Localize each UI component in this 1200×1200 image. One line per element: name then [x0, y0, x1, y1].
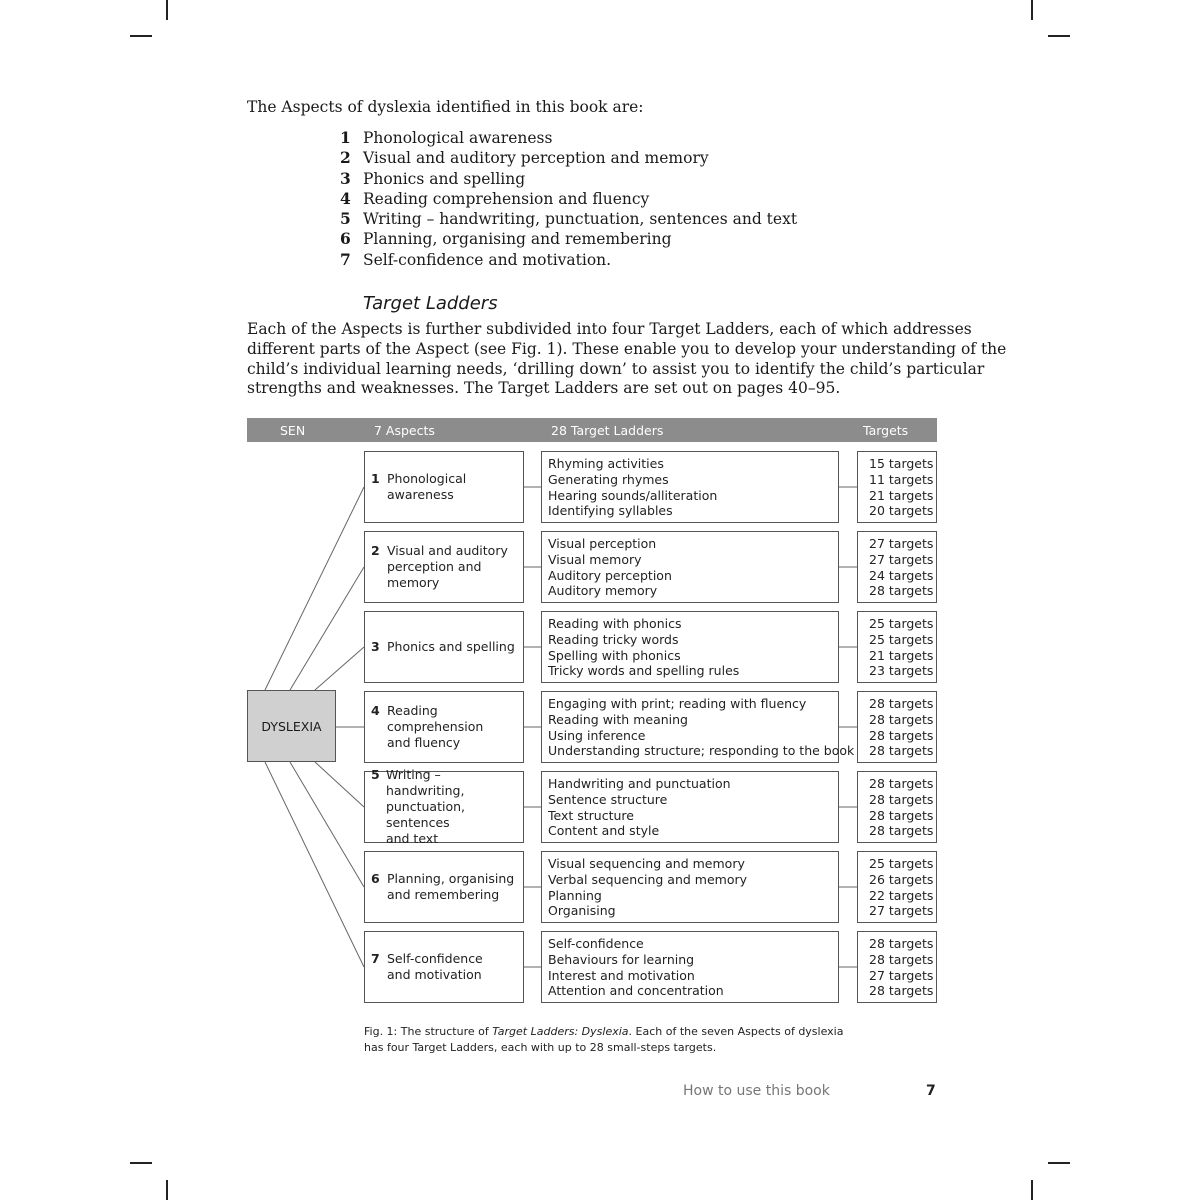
aspect-box	[364, 531, 524, 603]
aspect-number: 7	[340, 249, 351, 269]
target-ladder: Attention and concentration	[548, 983, 724, 999]
aspect-box-text	[387, 543, 508, 591]
caption-suffix: . Each of the seven Aspects of dyslexia	[628, 1025, 844, 1038]
aspect-box	[364, 611, 524, 683]
target-count: 27 targets	[869, 536, 934, 551]
target-count: 28 targets	[869, 807, 934, 823]
target-count: 25 targets	[869, 616, 934, 631]
aspect-box-text	[387, 951, 483, 983]
target-count: 27 targets	[869, 967, 934, 983]
aspect-box-line: Phonological	[387, 471, 467, 486]
aspect-text: Visual and auditory perception and memory	[363, 149, 709, 168]
target-count: 28 targets	[869, 727, 934, 743]
target-ladder: Self-confidence	[548, 936, 644, 951]
targets-box	[857, 691, 937, 763]
header-sen: SEN	[280, 423, 306, 438]
target-ladder: Text structure	[548, 807, 634, 823]
target-ladders-box	[541, 531, 839, 603]
target-ladder: Verbal sequencing and memory	[548, 871, 748, 887]
target-ladder: Reading with meaning	[548, 711, 688, 727]
header-targets: Targets	[863, 423, 909, 438]
figure-caption	[364, 1024, 843, 1056]
aspect-text: Phonological awareness	[363, 129, 553, 147]
target-ladder: Reading with phonics	[548, 616, 682, 631]
aspect-number: 6	[340, 229, 351, 249]
target-ladder: Auditory memory	[548, 583, 658, 599]
aspect-box-text	[387, 471, 466, 503]
target-ladder: Content and style	[548, 823, 660, 839]
aspect-box-line: Phonics and spelling	[387, 639, 515, 654]
aspect-box	[364, 691, 524, 763]
target-ladders-box	[541, 771, 839, 843]
targets-box	[857, 771, 937, 843]
target-ladder: Auditory perception	[548, 567, 672, 583]
aspect-box	[364, 767, 524, 846]
target-ladder: Engaging with print; reading with fluency	[548, 696, 807, 711]
aspect-label	[371, 951, 483, 983]
target-ladder: Organising	[548, 903, 616, 919]
target-ladder: Spelling with phonics	[548, 647, 681, 663]
target-ladder: Rhyming activities	[548, 456, 664, 471]
aspect-box-line: Writing – handwriting,	[385, 767, 465, 798]
target-count: 28 targets	[869, 711, 934, 727]
footer-title: How to use this book	[683, 1083, 830, 1099]
aspect-number: 5	[340, 209, 351, 229]
aspect-box-number: 7	[371, 951, 380, 966]
aspect-box-number: 5	[371, 767, 380, 782]
target-count: 28 targets	[869, 983, 934, 999]
target-count: 20 targets	[869, 503, 934, 519]
aspect-box-line: and motivation	[387, 967, 482, 982]
aspect-text: Writing – handwriting, punctuation, sentences and text	[363, 210, 798, 229]
aspect-box-line: Planning, organising	[387, 871, 515, 886]
aspect-box-line: punctuation, sentences	[385, 799, 465, 830]
aspect-box-number: 6	[371, 871, 380, 886]
target-count: 28 targets	[869, 823, 934, 839]
connector-line	[290, 762, 364, 887]
target-count: 21 targets	[869, 487, 934, 503]
aspect-box-line: Visual and auditory	[387, 543, 508, 558]
target-count: 22 targets	[869, 887, 934, 903]
target-count: 28 targets	[869, 696, 934, 711]
target-ladders-box	[541, 851, 839, 923]
target-ladder: Hearing sounds/alliteration	[548, 487, 718, 503]
aspect-box-number: 2	[371, 543, 380, 558]
aspect-box-line: awareness	[387, 487, 454, 502]
aspect-box	[364, 851, 524, 923]
target-count: 28 targets	[869, 743, 934, 759]
target-count: 25 targets	[869, 856, 934, 871]
target-ladder: Reading tricky words	[548, 631, 679, 647]
caption-prefix: Fig. 1: The structure of	[364, 1025, 493, 1038]
aspect-label	[371, 639, 515, 655]
aspect-box	[364, 451, 524, 523]
dyslexia-root-box: DYSLEXIA	[247, 690, 336, 762]
aspect-label	[371, 871, 514, 903]
target-ladder: Visual memory	[548, 551, 642, 567]
connector-line	[315, 762, 364, 807]
aspect-box-text	[387, 639, 515, 655]
target-ladder: Identifying syllables	[548, 503, 673, 519]
paragraph-line: Each of the Aspects is further subdivided into four Target Ladders, each of which addresses	[247, 320, 972, 338]
target-ladders-box	[541, 611, 839, 683]
aspect-label	[371, 703, 483, 751]
aspect-box-line: perception and	[387, 559, 482, 574]
aspect-number: 2	[340, 148, 351, 168]
target-count: 21 targets	[869, 647, 934, 663]
header-ladders: 28 Target Ladders	[551, 423, 664, 438]
paragraph-line: different parts of the Aspect (see Fig. 1). These enable you to develop your understanding of the	[247, 339, 1007, 358]
target-count: 23 targets	[869, 663, 934, 679]
aspect-number: 1	[340, 128, 351, 147]
target-ladder: Understanding structure; responding to the book	[548, 743, 855, 759]
aspect-box-line: and fluency	[387, 735, 461, 750]
target-ladder: Generating rhymes	[548, 471, 669, 487]
target-ladders-box	[541, 691, 855, 763]
aspect-box-text	[387, 703, 483, 751]
aspect-text: Phonics and spelling	[363, 169, 526, 188]
aspect-box-number: 1	[371, 471, 380, 486]
target-count: 27 targets	[869, 551, 934, 567]
intro-text: The Aspects of dyslexia identified in this book are:	[247, 98, 644, 116]
target-count: 28 targets	[869, 936, 934, 951]
aspect-text: Planning, organising and remembering	[363, 230, 672, 249]
aspect-label	[371, 543, 508, 591]
aspect-box-line: and remembering	[387, 887, 500, 902]
target-count: 24 targets	[869, 567, 934, 583]
aspect-box-line: memory	[387, 575, 440, 590]
paragraph-line: strengths and weaknesses. The Target Ladders are set out on pages 40–95.	[247, 379, 841, 398]
target-ladder: Using inference	[548, 727, 646, 743]
target-count: 28 targets	[869, 951, 934, 967]
paragraph-line: child’s individual learning needs, ‘drilling down’ to assist you to identify the child’s particular	[247, 359, 985, 378]
target-ladder: Visual sequencing and memory	[548, 856, 745, 871]
target-count: 15 targets	[869, 456, 934, 471]
aspect-box-line: Self-confidence	[387, 951, 483, 966]
target-ladder: Planning	[548, 887, 602, 903]
target-ladder: Visual perception	[548, 536, 657, 551]
aspect-number: 3	[340, 168, 351, 188]
target-ladders-box	[541, 931, 839, 1003]
aspect-box	[364, 931, 524, 1003]
targets-box	[857, 851, 937, 923]
target-ladder: Sentence structure	[548, 791, 668, 807]
aspect-number: 4	[340, 188, 351, 208]
caption-line-2: has four Target Ladders, each with up to 28 small-steps targets.	[364, 1041, 717, 1054]
aspect-box-line: comprehension	[387, 719, 484, 734]
targets-box	[857, 451, 937, 523]
section-heading: Target Ladders	[363, 293, 498, 314]
aspect-box-number: 4	[371, 703, 380, 718]
targets-box	[857, 611, 937, 683]
aspect-box-text	[387, 871, 514, 903]
target-count: 11 targets	[869, 471, 934, 487]
aspect-box-line: and text	[385, 831, 439, 846]
header-aspects: 7 Aspects	[374, 423, 435, 438]
target-ladder: Interest and motivation	[548, 967, 695, 983]
aspect-text: Reading comprehension and fluency	[363, 189, 650, 208]
target-ladder: Tricky words and spelling rules	[548, 663, 740, 679]
connector-line	[315, 647, 364, 690]
aspect-box-number: 3	[371, 639, 380, 654]
aspect-text: Self-confidence and motivation.	[363, 250, 612, 269]
aspect-label	[371, 767, 523, 847]
target-count: 28 targets	[869, 776, 934, 791]
targets-box	[857, 931, 937, 1003]
aspect-box-text	[386, 767, 523, 847]
target-ladder: Behaviours for learning	[548, 951, 695, 967]
caption-italic: Target Ladders: Dyslexia	[492, 1025, 629, 1038]
page-number: 7	[926, 1083, 936, 1099]
aspect-label	[371, 471, 466, 503]
target-count: 28 targets	[869, 791, 934, 807]
target-ladder: Handwriting and punctuation	[548, 776, 731, 791]
target-count: 27 targets	[869, 903, 934, 919]
target-ladders-box	[541, 451, 839, 523]
connector-line	[290, 567, 364, 690]
target-count: 26 targets	[869, 871, 934, 887]
target-count: 28 targets	[869, 583, 934, 599]
targets-box	[857, 531, 937, 603]
aspect-box-line: Reading	[387, 703, 438, 718]
target-count: 25 targets	[869, 631, 934, 647]
